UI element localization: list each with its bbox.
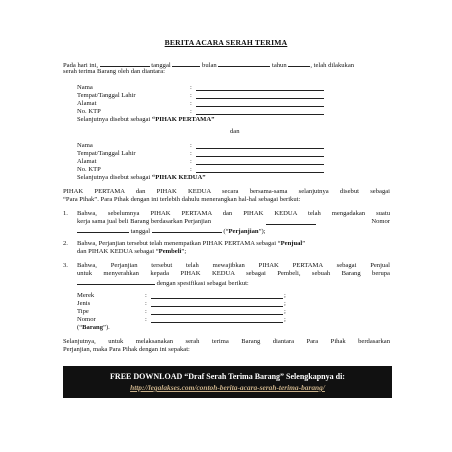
intro-text: bulan: [202, 62, 217, 69]
blank-day: [100, 60, 150, 67]
spec-bold: Barang: [82, 324, 104, 331]
field-label-alamat: Alamat: [77, 158, 97, 165]
colon: :: [145, 300, 147, 307]
blank-line: [196, 106, 324, 107]
item2-text: Bahwa, Perjanjian tersebut telah menempatkan PIHAK PERTAMA sebagai “: [77, 240, 281, 247]
item2-text: dan PIHAK KEDUA sebagai “: [77, 248, 159, 255]
spec-text: ”).: [103, 324, 110, 331]
item1-line2: [77, 218, 390, 226]
intro-line-2: serah terima Barang oleh dan diantara:: [63, 68, 165, 75]
party2-designation: [77, 174, 206, 182]
item2-text: ”: [302, 240, 306, 247]
colon: :: [190, 92, 192, 99]
item1-text: ”);: [258, 228, 266, 235]
item1-line1: Bahwa, sebelumnya PIHAK PERTAMA dan PIHAK KEDUA telah mengadakan suatu: [77, 210, 390, 217]
party1-name: “PIHAK PERTAMA”: [151, 116, 215, 123]
colon: :: [145, 308, 147, 315]
field-label-alamat: Alamat: [77, 100, 97, 107]
item2-line1: [77, 240, 305, 248]
field-label-nama: Nama: [77, 84, 93, 91]
colon: :: [145, 292, 147, 299]
blank-line: [151, 306, 283, 307]
party2-name: “PIHAK KEDUA”: [151, 174, 206, 181]
document-title: BERITA ACARA SERAH TERIMA: [164, 38, 288, 47]
blank-line: [196, 98, 324, 99]
blank-line: [196, 114, 324, 115]
blank-line: [196, 156, 324, 157]
spec-label-merek: Merek: [77, 292, 95, 299]
banner-link[interactable]: http://legalakses.com/contoh-berita-acara-serah-terima-barang/: [130, 383, 325, 392]
semicolon: ;: [284, 308, 286, 315]
semicolon: ;: [284, 300, 286, 307]
field-label-ktp: No. KTP: [77, 166, 101, 173]
intro-text: tanggal: [151, 62, 171, 69]
item1-text: tanggal: [130, 228, 151, 235]
field-label-ttl: Tempat/Tanggal Lahir: [77, 92, 136, 99]
blank-line: [196, 90, 324, 91]
spec-text: (“: [77, 324, 83, 331]
item1-bold: Perjanjian: [228, 228, 259, 235]
blank-date: [152, 226, 222, 233]
item1-text: Nomor: [371, 218, 390, 225]
semicolon: ;: [284, 316, 286, 323]
field-label-ktp: No. KTP: [77, 108, 101, 115]
spec-label-nomor: Nomor: [77, 316, 96, 323]
item1-text: (“: [223, 228, 229, 235]
intro-text: , telah dilakukan: [310, 62, 355, 69]
blank-agreement: [266, 218, 316, 225]
dan-text: dan: [230, 128, 240, 135]
blank-line: [151, 322, 283, 323]
download-banner[interactable]: [63, 366, 392, 398]
blank-line: [196, 164, 324, 165]
blank-line: [196, 172, 324, 173]
banner-title: FREE DOWNLOAD “Draf Serah Terima Barang” Selengkapnya di:: [110, 372, 345, 381]
para-line: “Para Pihak”. Para Pihak dengan ini terlebih dahulu menerangkan hal-hal sebagai berikut:: [63, 196, 301, 203]
item2-bold: Pembeli: [158, 248, 182, 255]
intro-text: tahun: [272, 62, 287, 69]
designation-prefix: Selanjutnya disebut sebagai: [77, 116, 152, 123]
colon: :: [190, 158, 192, 165]
spec-label-tipe: Tipe: [77, 308, 89, 315]
item-number: 1.: [63, 210, 68, 217]
field-label-ttl: Tempat/Tanggal Lahir: [77, 150, 136, 157]
item1-line3: [77, 226, 266, 236]
closing-line2: Perjanjian, maka Para Pihak dengan ini sepakat:: [63, 346, 190, 353]
blank-line: [151, 298, 283, 299]
field-label-nama: Nama: [77, 142, 93, 149]
item1-text: kerja sama jual beli Barang berdasarkan Perjanjian: [77, 218, 212, 225]
colon: :: [190, 142, 192, 149]
blank-date: [172, 60, 200, 67]
spec-barang-label: [77, 324, 110, 332]
colon: :: [190, 84, 192, 91]
item-number: 3.: [63, 262, 68, 269]
item3-line2: untuk menyerahkan kepada PIHAK KEDUA sebagai Pembeli, sebuah Barang berupa: [77, 270, 390, 277]
item2-text: ”;: [181, 248, 187, 255]
blank-month: [218, 60, 270, 67]
semicolon: ;: [284, 292, 286, 299]
blank-line: [196, 148, 324, 149]
item3-line1: Bahwa, Perjanjian tersebut telah mewajibkan PIHAK PERTAMA sebagai Penjual: [77, 262, 390, 269]
item3-text: dengan spesifikasi sebagai berikut:: [156, 280, 249, 287]
item3-line3: [77, 278, 249, 288]
blank-year: [288, 60, 310, 67]
colon: :: [190, 108, 192, 115]
item-number: 2.: [63, 240, 68, 247]
item2-line2: [77, 248, 186, 256]
para-line: PIHAK PERTAMA dan PIHAK KEDUA secara bersama-sama selanjutnya disebut sebagai: [63, 188, 390, 195]
blank-line: [151, 314, 283, 315]
intro-text: Pada hari ini,: [63, 62, 98, 69]
closing-line1: Selanjutnya, untuk melaksanakan serah terima Barang diantara Para Pihak berdasarkan: [63, 338, 390, 345]
colon: :: [190, 100, 192, 107]
blank-item: [77, 278, 155, 285]
colon: :: [190, 166, 192, 173]
blank-number: [77, 226, 129, 233]
colon: :: [190, 150, 192, 157]
colon: :: [145, 316, 147, 323]
item2-bold: Penjual: [280, 240, 303, 247]
party1-designation: [77, 116, 214, 124]
designation-prefix: Selanjutnya disebut sebagai: [77, 174, 152, 181]
spec-label-jenis: Jenis: [77, 300, 91, 307]
